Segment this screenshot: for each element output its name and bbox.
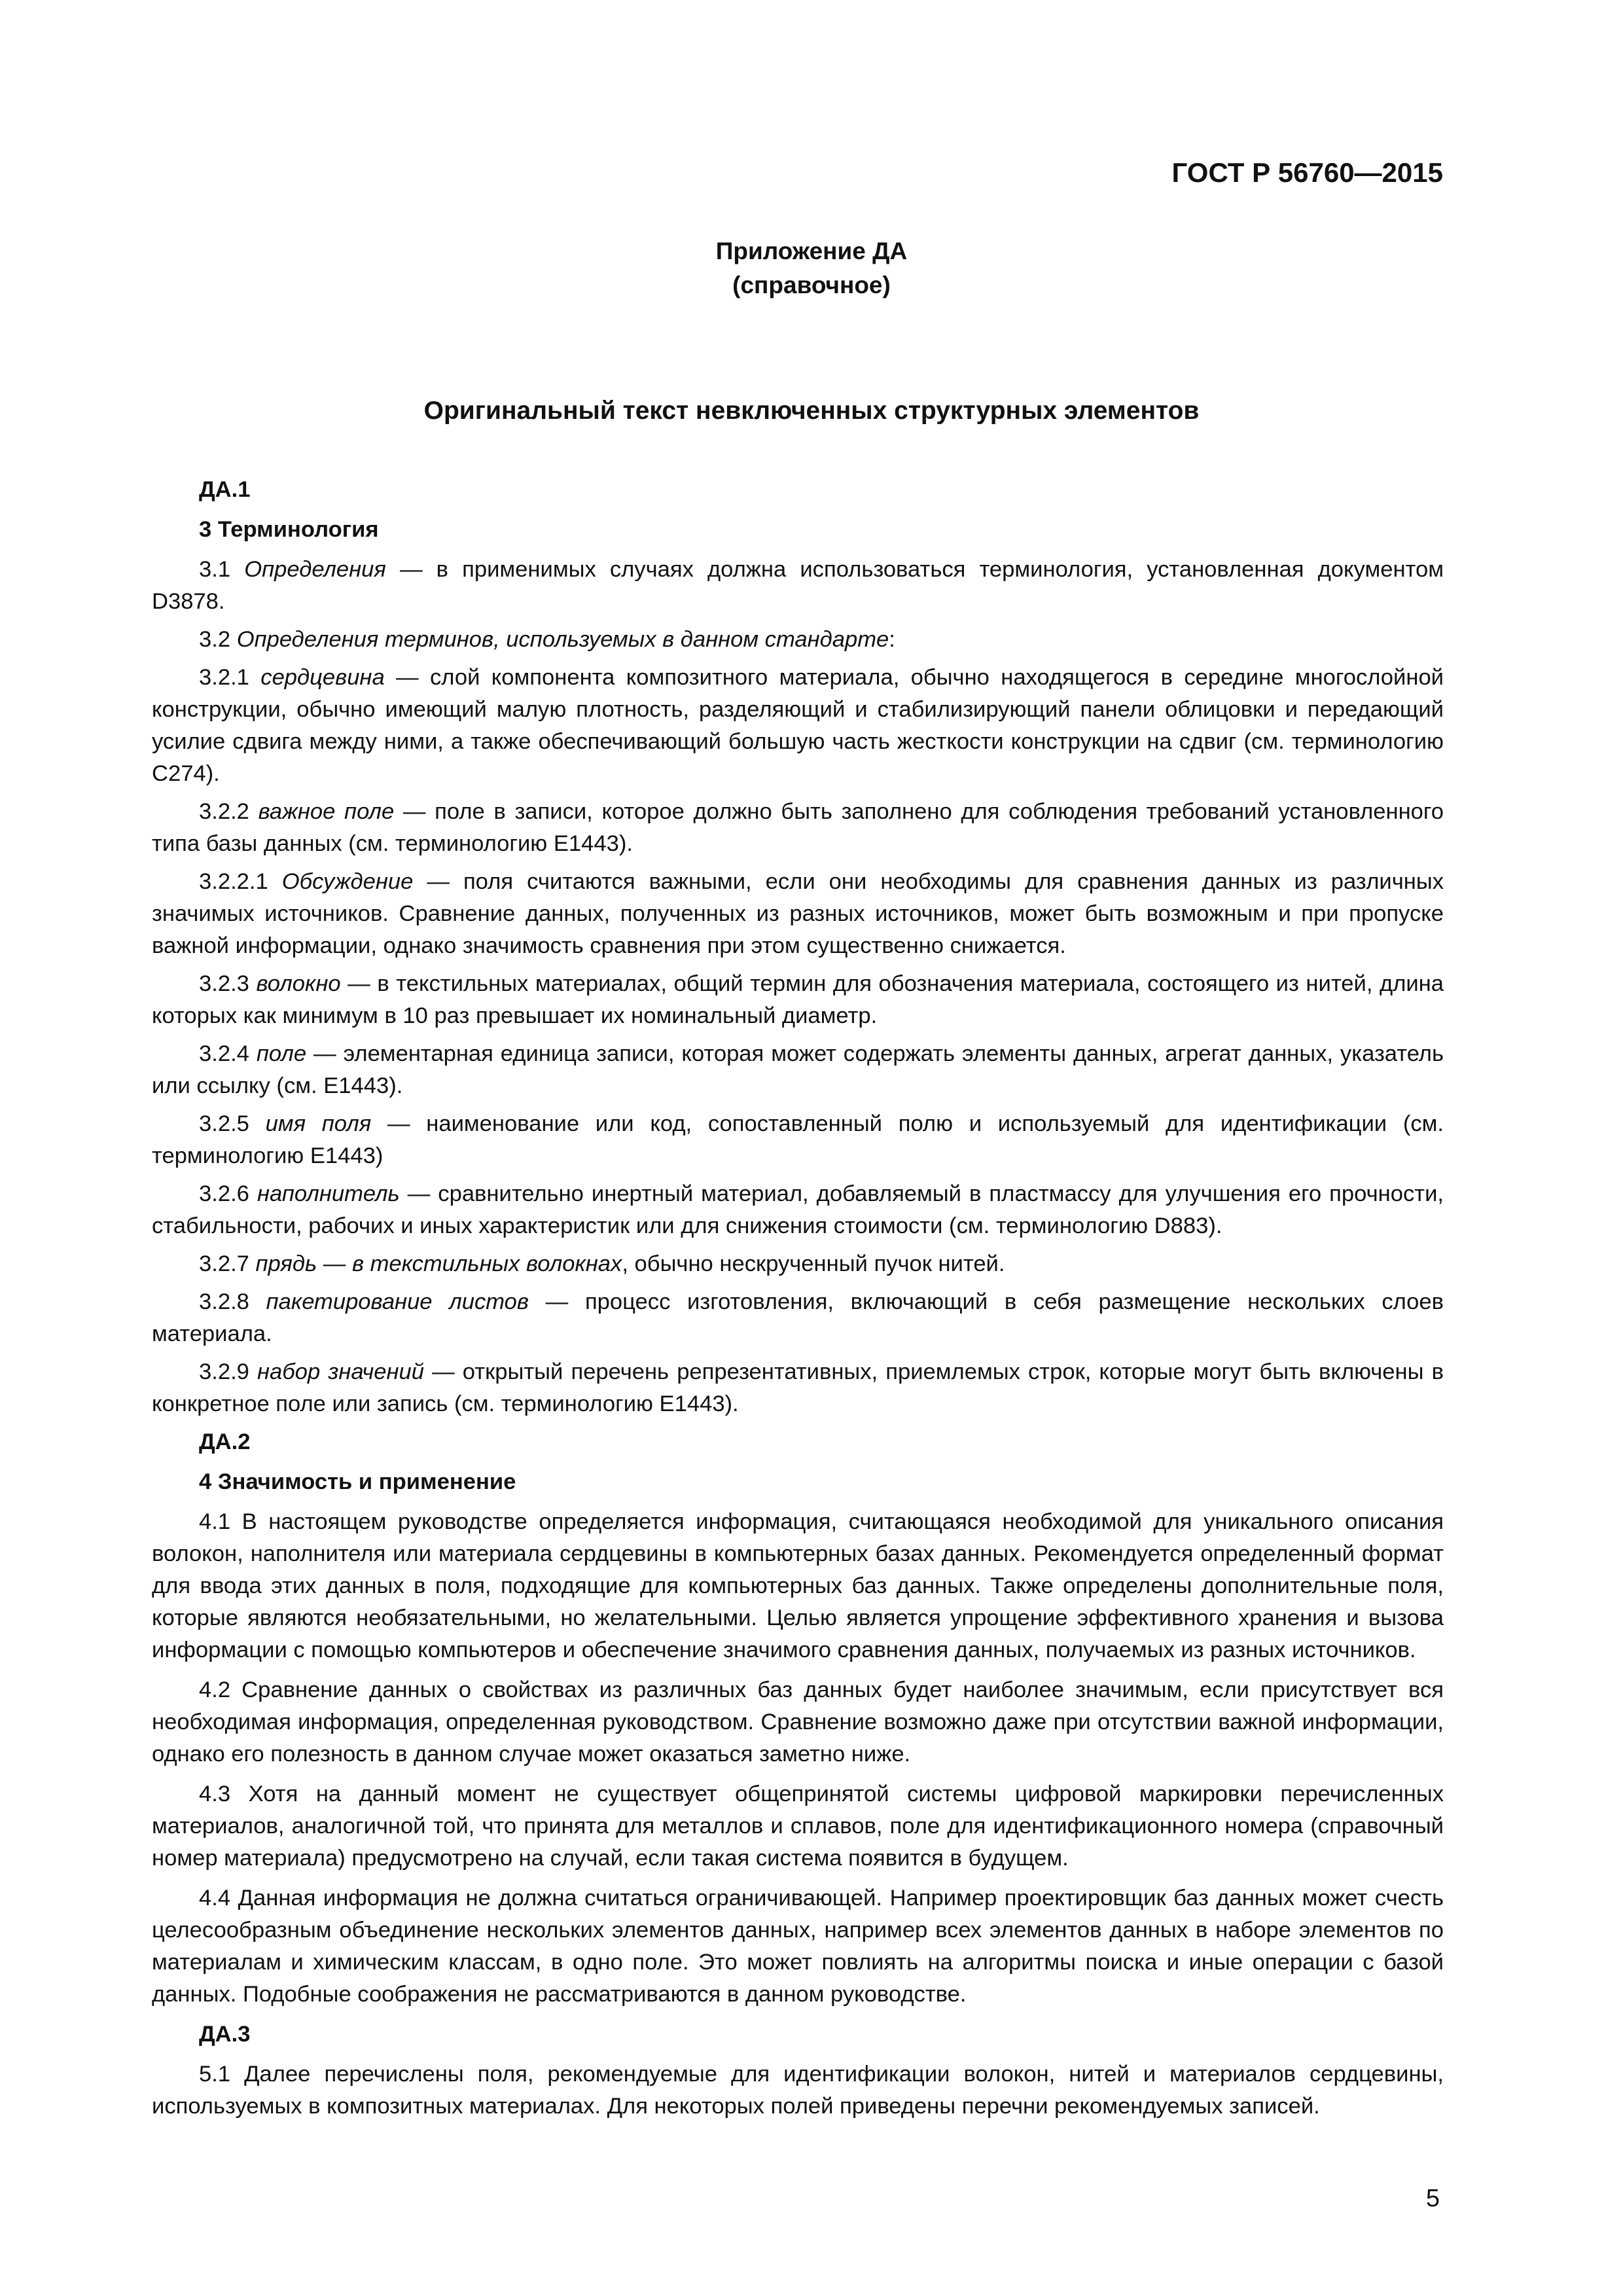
clause-text: — наименование или код, сопоставленный полю и используемый для идентификации (см. терминологию Е1443) xyxy=(152,1111,1444,1168)
section-label: ДА.1 xyxy=(199,477,251,502)
page-number: 5 xyxy=(1425,2185,1440,2212)
annex-header xyxy=(0,234,1623,302)
clause-number: 3.2.2 xyxy=(199,799,249,824)
clause-paragraph xyxy=(152,2058,1444,2123)
clause-paragraph xyxy=(152,796,1444,860)
clause-text: — слой компонента композитного материала, обычно находящегося в середине многослойной конструкции, обычно имеющий малую плотность, разделяющий и стабилизирующий панели облицовки и передающий усилие сдвига между ними, а также обеспечивающий большую часть жесткости конструкции на сдвиг (см. терминологию C274). xyxy=(152,665,1444,786)
clause-number: 3.1 xyxy=(199,557,231,582)
clause-text: В настоящем руководстве определяется информация, считающаяся необходимой для уникального описания волокон, наполнителя или материала сердцевины в компьютерных базах данных. Рекомендуется определенный формат для ввода этих данных в поля, подходящие для компьютерных баз данных. Также определены дополнительные поля, которые являются необязательными, но желательными. Целью является упрощение эффективного хранения и вызова информации с помощью компьютеров и обеспечение значимого сравнения данных, получаемых из разных источников. xyxy=(152,1509,1444,1662)
clause-text: Данная информация не должна считаться ограничивающей. Например проектировщик баз данных может счесть целесообразным объединение нескольких элементов данных, например всех элементов данных в наборе элементов по материалам и химическим классам, в одно поле. Это может повлиять на алгоритмы поиска и иные операции с базой данных. Подобные соображения не рассматриваются в данном руководстве. xyxy=(152,1886,1444,2007)
clause-term: волокно xyxy=(256,971,341,996)
clause-term: Определения терминов, используемых в данном стандарте xyxy=(236,627,889,652)
clause-number: 3.2 xyxy=(199,627,231,652)
clause-text: — поля считаются важными, если они необходимы для сравнения данных из различных значимых источников. Сравнение данных, полученных из разных источников, может быть возможным и при пропуске важной информации, однако значимость сравнения при этом существенно снижается. xyxy=(152,869,1444,958)
clause-text: : xyxy=(889,627,895,652)
main-title: Оригинальный текст невключенных структурных элементов xyxy=(423,397,1200,425)
clause-term: имя поля xyxy=(265,1111,372,1136)
clause-paragraph xyxy=(152,968,1444,1032)
clause-paragraph xyxy=(152,624,1444,656)
clause-number: 4.2 xyxy=(199,1677,231,1702)
annex-title: Приложение ДА xyxy=(715,238,908,264)
clause-term: Обсуждение xyxy=(281,869,414,894)
clause-paragraph xyxy=(152,866,1444,962)
section-heading: 4 Значимость и применение xyxy=(199,1469,516,1494)
document-body xyxy=(152,474,1444,2130)
clause-paragraph xyxy=(152,1882,1444,2011)
clause-paragraph xyxy=(152,1506,1444,1666)
clause-paragraph xyxy=(152,1038,1444,1102)
clause-number: 3.2.5 xyxy=(199,1111,249,1136)
clause-paragraph xyxy=(152,1286,1444,1350)
clause-paragraph xyxy=(152,1108,1444,1172)
clause-term: наполнитель xyxy=(257,1181,400,1206)
clause-text: — в текстильных материалах, общий термин для обозначения материала, состоящего из нитей, длина которых как минимум в 10 раз превышает их номинальный диаметр. xyxy=(152,971,1444,1028)
clause-text: Сравнение данных о свойствах из различных баз данных будет наиболее значимым, если присутствует вся необходимая информация, определенная руководством. Сравнение возможно даже при отсутствии важной информации, однако его полезность в данном случае может оказаться заметно ниже. xyxy=(152,1677,1444,1767)
section-heading: 3 Терминология xyxy=(199,517,379,542)
clause-paragraph xyxy=(152,1248,1444,1280)
clause-term: важное поле xyxy=(258,799,395,824)
clause-paragraph xyxy=(152,1178,1444,1242)
clause-text: , обычно нескрученный пучок нитей. xyxy=(622,1251,1005,1276)
clause-term: Определения xyxy=(244,557,386,582)
clause-paragraph xyxy=(152,1778,1444,1874)
clause-paragraph xyxy=(152,662,1444,790)
clause-text: — элементарная единица записи, которая может содержать элементы данных, агрегат данных, указатель или ссылку (см. Е1443). xyxy=(152,1041,1444,1098)
clause-term: поле xyxy=(256,1041,307,1066)
clause-number: 3.2.8 xyxy=(199,1289,249,1314)
clause-number: 3.2.9 xyxy=(199,1359,249,1384)
clause-text: — в применимых случаях должна использоваться терминология, установленная документом D3878. xyxy=(152,557,1444,614)
clause-text: Далее перечислены поля, рекомендуемые для идентификации волокон, нитей и материалов сердцевины, используемых в композитных материалах. Для некоторых полей приведены перечни рекомендуемых записей. xyxy=(152,2062,1444,2119)
clause-paragraph xyxy=(152,1674,1444,1770)
clause-paragraph xyxy=(152,554,1444,618)
clause-paragraph xyxy=(152,1356,1444,1420)
clause-number: 5.1 xyxy=(199,2062,231,2087)
clause-number: 4.1 xyxy=(199,1509,231,1534)
clause-text: — сравнительно инертный материал, добавляемый в пластмассу для улучшения его прочности, стабильности, рабочих и иных характеристик или для снижения стоимости (см. терминологию D883). xyxy=(152,1181,1444,1238)
clause-number: 3.2.4 xyxy=(199,1041,249,1066)
clause-text: — открытый перечень репрезентативных, приемлемых строк, которые могут быть включены в конкретное поле или запись (см. терминологию Е1443). xyxy=(152,1359,1444,1416)
document-code: ГОСТ Р 56760—2015 xyxy=(1171,157,1443,188)
clause-term: набор значений xyxy=(257,1359,424,1384)
section-label: ДА.3 xyxy=(199,2022,251,2047)
clause-number: 3.2.6 xyxy=(199,1181,249,1206)
clause-number: 4.3 xyxy=(199,1782,231,1806)
clause-number: 3.2.1 xyxy=(199,665,249,690)
clause-number: 4.4 xyxy=(199,1886,231,1910)
clause-number: 3.2.3 xyxy=(199,971,249,996)
clause-number: 3.2.2.1 xyxy=(199,869,268,894)
clause-term: сердцевина xyxy=(260,665,385,690)
clause-term: пакетирование листов xyxy=(266,1289,529,1314)
clause-term: прядь — в текстильных волокнах xyxy=(255,1251,622,1276)
clause-text: Хотя на данный момент не существует общепринятой системы цифровой маркировки перечисленных материалов, аналогичной той, что принята для металлов и сплавов, поле для идентификационного номера (справочный номер материала) предусмотрено на случай, если такая система появится в будущем. xyxy=(152,1782,1444,1871)
clause-number: 3.2.7 xyxy=(199,1251,249,1276)
clause-text: — поле в записи, которое должно быть заполнено для соблюдения требований установленного типа базы данных (см. терминологию Е1443). xyxy=(152,799,1444,856)
section-label: ДА.2 xyxy=(199,1429,251,1454)
annex-subtitle: (справочное) xyxy=(732,272,891,298)
clause-text: — процесс изготовления, включающий в себя размещение нескольких слоев материала. xyxy=(152,1289,1444,1346)
